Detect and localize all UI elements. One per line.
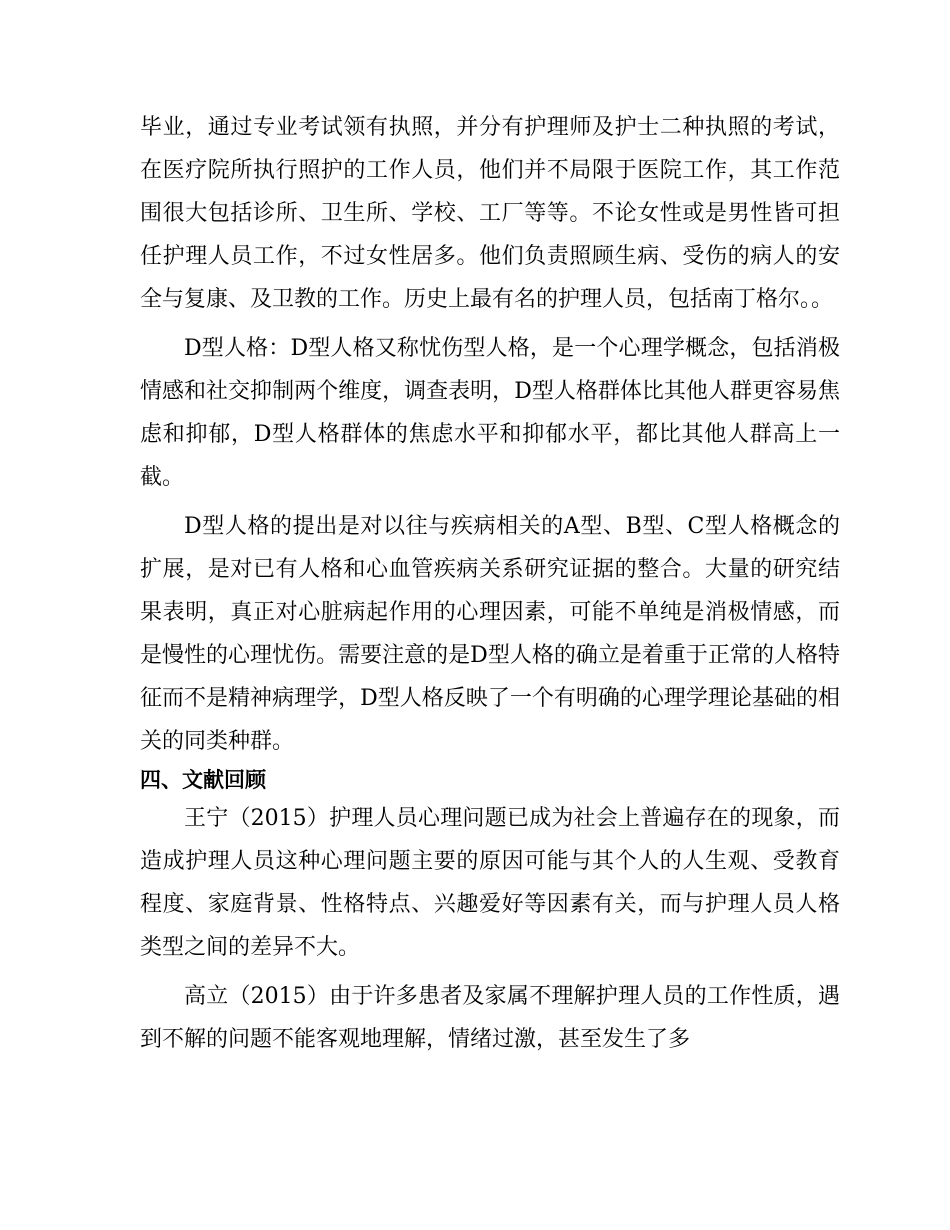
paragraph-wang-ning: 王宁（2015）护理人员心理问题已成为社会上普遍存在的现象，而造成护理人员这种心理问题主要的原因可能与其个人的人生观、受教育程度、家庭背景、性格特点、兴趣爱好等因素有关，而与护理人员人格类型之间的差异不大。 bbox=[140, 806, 840, 960]
paragraph-type-d-personality: D型人格：D型人格又称忧伤型人格，是一个心理学概念，包括消极情感和社交抑制两个维度，调查表明，D型人格群体比其他人群更容易焦虑和抑郁，D型人格群体的焦虑水平和抑郁水平，都比其他人群高上一截。 bbox=[140, 336, 840, 490]
paragraph-nurse-definition: 毕业，通过专业考试领有执照，并分有护理师及护士二种执照的考试，在医疗院所执行照护的工作人员，他们并不局限于医院工作，其工作范围很大包括诊所、卫生所、学校、工厂等等。不论女性或是男性皆可担任护理人员工作，不过女性居多。他们负责照顾生病、受伤的病人的安全与复康、及卫教的工作。历史上最有名的护理人员，包括南丁格尔。。 bbox=[140, 115, 840, 312]
paragraph-type-d-origin: D型人格的提出是对以往与疾病相关的A型、B型、C型人格概念的扩展，是对已有人格和心血管疾病关系研究证据的整合。大量的研究结果表明，真正对心脏病起作用的心理因素，可能不单纯是消极情感，而是慢性的心理忧伤。需要注意的是D型人格的确立是着重于正常的人格特征而不是精神病理学，D型人格反映了一个有明确的心理学理论基础的相关的同类种群。 bbox=[140, 514, 840, 754]
document-body bbox=[140, 106, 840, 1061]
section-heading-literature-review: 四、文献回顾 bbox=[140, 768, 266, 792]
paragraph-gao-li: 高立（2015）由于许多患者及家属不理解护理人员的工作性质，遇到不解的问题不能客观地理解，情绪过激，甚至发生了多 bbox=[140, 984, 840, 1052]
